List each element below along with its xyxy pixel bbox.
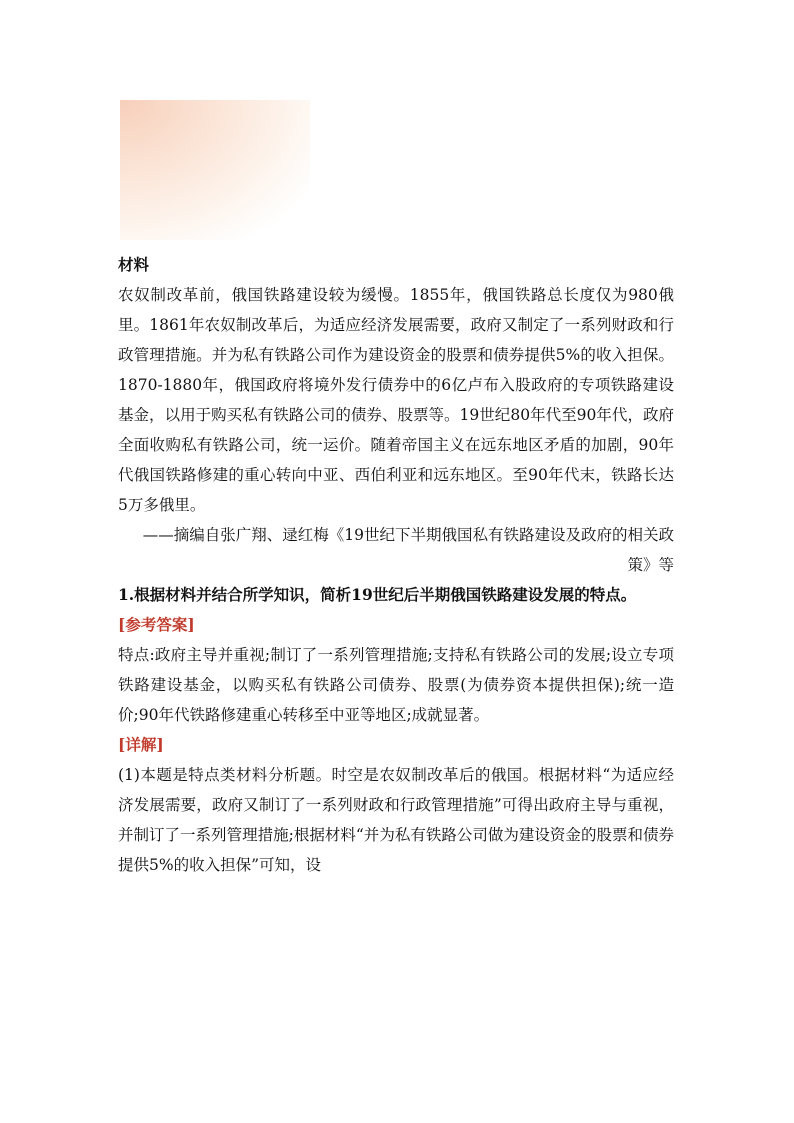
question-text: 1.根据材料并结合所学知识，简析19世纪后半期俄国铁路建设发展的特点。 bbox=[118, 585, 637, 604]
material-label: 材料 bbox=[118, 255, 150, 274]
material-text: 农奴制改革前，俄国铁路建设较为缓慢。1855年，俄国铁路总长度仅为980俄里。1861年农奴制改革后，为适应经济发展需要，政府又制定了一系列财政和行政管理措施。并为私有铁路公司作为建设资金的股票和债券提供5%的收入担保。1870-1880年，俄国政府将境外发行债券中的6亿卢布入股政府的专项铁路建设基金，以用于购买私有铁路公司的债券、股票等。19世纪80年代至90年代，政府全面收购私有铁路公司，统一运价。随着帝国主义在远东地区矛盾的加剧，90年代俄国铁路修建的重心转向中亚、西伯利亚和远东地区。至90年代末，铁路长达5万多俄里。 bbox=[118, 286, 674, 514]
answer-text: 特点:政府主导并重视;制订了一系列管理措施;支持私有铁路公司的发展;设立专项铁路建设基金，以购买私有铁路公司债券、股票(为债券资本提供担保);统一造价;90年代铁路修建重心转移至中亚等地区;成就显著。 bbox=[118, 646, 674, 724]
explanation-text: (1)本题是特点类材料分析题。时空是农奴制改革后的俄国。根据材料“为适应经济发展需要，政府又制订了一系列财政和行政管理措施”可得出政府主导与重视，并制订了一系列管理措施;根据材料“并为私有铁路公司做为建设资金的股票和债券提供5%的收入担保”可知，设 bbox=[118, 766, 674, 874]
explanation-label: [详解] bbox=[118, 735, 164, 754]
decorative-gradient-corner bbox=[120, 100, 310, 240]
answer-label: [参考答案] bbox=[118, 615, 195, 634]
material-source: ——摘编自张广翔、逯红梅《19世纪下半期俄国私有铁路建设及政府的相关政策》等 bbox=[142, 526, 674, 574]
document-body bbox=[118, 250, 674, 880]
